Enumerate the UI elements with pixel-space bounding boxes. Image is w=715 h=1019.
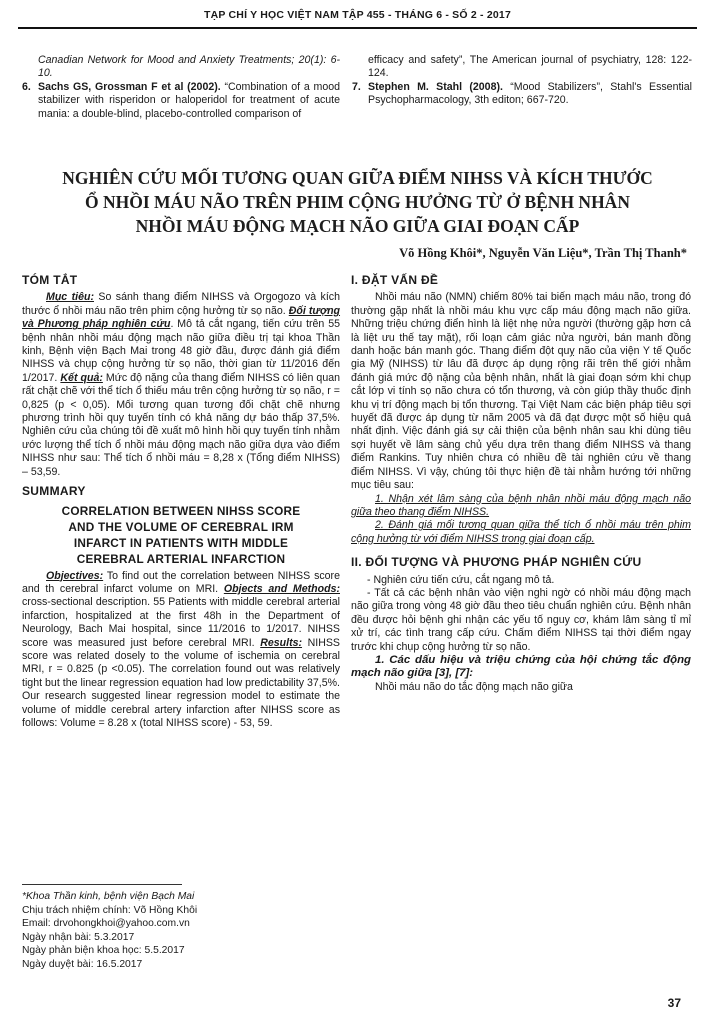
footnote-rule [22, 884, 182, 885]
footnote-accepted: Ngày duyệt bài: 16.5.2017 [22, 958, 143, 970]
running-header: TẠP CHÍ Y HỌC VIỆT NAM TẬP 455 - THÁNG 6 - SỐ 2 - 2017 [203, 9, 511, 21]
summary-title-line-3: INFARCT IN PATIENTS WITH MIDDLE [73, 535, 289, 550]
footnote-affiliation: *Khoa Thần kinh, bệnh viện Bạch Mai [22, 891, 195, 902]
methods-bullet-1: - Nghiên cứu tiến cứu, cắt ngang mô tả. [367, 573, 555, 586]
abstract-vn-text-1: So sánh thang điểm NIHSS và Orgogozo và kích thước ổ nhồi máu não trên phim cộng hưởng từ sọ não. [22, 291, 340, 317]
article-authors: Võ Hồng Khôi*, Nguyễn Văn Liệu*, Trần Thị Thanh* [399, 246, 687, 260]
footnote-received: Ngày nhận bài: 5.3.2017 [22, 931, 135, 943]
reference-text: “Combination of a mood stabilizer with risperidon or haloperidol for treatment of acute mania: a double-blind, placebo-controlled comparison of [38, 80, 340, 120]
abstract-vn-body [22, 291, 340, 479]
intro-heading: I. ĐẶT VẤN ĐỀ [351, 273, 439, 287]
methods-heading: II. ĐỐI TƯỢNG VÀ PHƯƠNG PHÁP NGHIÊN CỨU [351, 555, 642, 570]
summary-title-line-4: CEREBRAL ARTERIAL INFARCTION [76, 551, 286, 566]
abstract-vn-heading: TÓM TẮT [22, 273, 78, 287]
footnote-email: Email: drvohongkhoi@yahoo.com.vn [22, 918, 190, 930]
abstract-vn-text-2: . Mô tả cắt ngang, tiến cứu trên 55 bệnh nhân nhồi máu động mạch não giữa điều trị tại khoa Thần kinh, Bệnh viện Bạch Mai trong 48 giờ đầu, được đánh giá điểm NIHSS và chụp cộng hưởng từ sọ não, thời gian từ 11/2016 đến 1/2017. [22, 318, 340, 384]
left-column [22, 274, 340, 730]
footnotes [22, 890, 322, 972]
reference-authors: Sachs GS, Grossman F et al (2002). [38, 80, 221, 93]
abstract-vn-text-3: Mức độ nặng của thang điểm NIHSS có liên quan rất chặt chẽ với thể tích ổ thiếu máu trên cộng hưởng từ sọ não, r = 0,825 (p < 0,05). Mối tương quan tương đối chặt chẽ nhưng phương trình hồi quy tuyến tính có khả năng dự báo thấp 37,5%. Nghiên cứu của chúng tôi đề xuất mô hình hồi quy tuyến tính nhằm ước lượng thể tích ổ nhồi máu động mạch não giữa dựa vào điểm NIHSS như sau: Thể tích ổ nhồi máu = 8,28 x (Tổng điểm NIHSS) – 53,59. [22, 371, 340, 478]
methods-paragraph: Nhồi máu não do tắc động mạch não giữa [375, 680, 573, 693]
summary-text-3: NIHSS score was related dosely to the volume of ischemia on cerebral MRI, r = 0.825 (p <0.05). The correlation found out was relatively tight but the linear regression equation had low predictability 37,5%. Our research suggested linear regression model to estimate the volume of middle cerebral artery infarction after NIHSS score as follows: Volume = 8.28 x (total NIHSS score) - 53, 59. [22, 636, 341, 729]
header-rule [18, 27, 697, 29]
references-right [352, 54, 692, 108]
abstract-vn-key-2: Đối tượng và Phương pháp nghiên cứu [22, 304, 341, 331]
summary-text-2: cross-sectional description. 55 Patients with middle cerebral arterial infarction, hospitalized at the first 48h in the Department of Neurology, Bach Mai hospital, since 11/2016 to 1/2017. NIHSS score was measured just before cerebral MRI. [22, 596, 340, 649]
title-line-3: NHỒI MÁU ĐỘNG MẠCH NÃO GIỮA GIAI ĐOẠN CẤP [135, 216, 580, 236]
footnote-reviewed: Ngày phản biện khoa học: 5.5.2017 [22, 945, 185, 957]
abstract-vn-key-3: Kết quả: [60, 371, 103, 384]
objective-2: 2. Đánh giá mối tương quan giữa thể tích ổ nhồi máu trên phim cộng hưởng từ với điểm NIHSS trong giai đoạn cấp. [351, 519, 691, 545]
title-line-2: Ổ NHỒI MÁU NÃO TRÊN PHIM CỘNG HƯỞNG TỪ Ở BỆNH NHÂN [85, 192, 630, 212]
summary-key-3: Results: [260, 636, 303, 649]
methods-bullet-2: - Tất cả các bệnh nhân vào viện nghi ngờ có nhồi máu động mạch não giữa trong vòng 48 giờ đầu theo tiêu chuẩn nghiên cứu. Bệnh nhân đều được hỏi bệnh ghi nhận các yếu tố nguy cơ, khám lâm sàng tỉ mỉ xử trí, các tình trang cấp cứu. Chấm điểm NIHSS tại thời điểm ngay trước khi chụp cộng hưởng từ sọ não. [351, 586, 691, 653]
summary-title-line-2: AND THE VOLUME OF CEREBRAL IRM [68, 519, 294, 534]
summary-title [22, 503, 340, 567]
reference-text: “Mood Stabilizers”, Stahl's Essential Psychopharmacology, 3th editon; 667-720. [368, 80, 692, 107]
objective-1: 1. Nhận xét lâm sàng của bệnh nhân nhồi máu động mạch não giữa theo thang điểm NIHSS. [351, 492, 691, 518]
article-title [20, 166, 695, 238]
summary-key-1: Objectives: [46, 569, 104, 582]
methods-subheading-1: 1. Các dấu hiệu và triệu chứng của hội chứng tắc động mạch não giữa [3], [7]: [351, 653, 691, 680]
reference-item-6 [22, 81, 340, 121]
intro-paragraph: Nhồi máu não (NMN) chiếm 80% tai biến mạch máu não, trong đó thường gặp nhất là nhồi máu khu vực cấp máu động mạch não giữa. Những triệu chứng điển hình là liệt nhẹ nửa người (thường gặp hơn cả là liệt ưu thế tay mặt), rối loạn cảm giác nửa người, bán manh đồng danh hoặc bán manh góc. Thang điểm đột quỵ não của viện Y tế Quốc gia Mỹ (NIHSS) từ lâu đã được áp dụng rộng rãi trên thế giới nhằm đánh giá mức độ nặng của bệnh nhân, nhất là giai đoạn sớm khi chụp cắt lớp vi tính sọ não chưa có tổn thương, và còn giúp thầy thuốc định khu vị trí động mạch bị tổn thương. Tại Việt Nam các biện pháp tiêu sợi huyết đã được áp dụng từ năm 2005 và đã đạt được một số hiệu quả nhất định. Việc đánh giá sự cải thiện của bệnh nhân sau khi dùng tiêu sợi huyết về lâm sàng chủ yếu dựa trên thang điểm NIHSS và thang điểm Rankins. Tuy nhiên chưa có nhiều đề tài nghiên cứu về thang điểm NIHSS. Vì vậy, chúng tôi thực hiện đề tài nhằm hướng tới những mục tiêu sau: [351, 291, 691, 492]
title-line-1: NGHIÊN CỨU MỐI TƯƠNG QUAN GIỮA ĐIỂM NIHSS VÀ KÍCH THƯỚC [62, 168, 653, 188]
reference-item-7 [352, 81, 692, 108]
page-number: 37 [667, 996, 681, 1010]
abstract-vn-key-1: Mục tiêu: [46, 291, 94, 304]
reference-authors: Stephen M. Stahl (2008). [368, 80, 503, 93]
footnote-responsible: Chịu trách nhiệm chính: Võ Hồng Khôi [22, 904, 198, 916]
summary-body [22, 570, 340, 731]
summary-text-1: To find out the correlation between NIHSS score and th cerebral infarct volume on MRI. [22, 569, 340, 595]
reference-continuation: efficacy and safety”, The American journal of psychiatry, 128: 122-124. [368, 54, 692, 80]
reference-number: 6. [22, 80, 31, 93]
reference-continuation: Canadian Network for Mood and Anxiety Treatments; 20(1): 6-10. [38, 54, 340, 80]
summary-key-2: Objects and Methods: [223, 582, 340, 595]
summary-title-line-1: CORRELATION BETWEEN NIHSS SCORE [61, 503, 301, 518]
summary-heading: SUMMARY [22, 484, 86, 499]
references-left [22, 54, 340, 121]
right-column [351, 274, 691, 694]
reference-number: 7. [352, 80, 361, 93]
